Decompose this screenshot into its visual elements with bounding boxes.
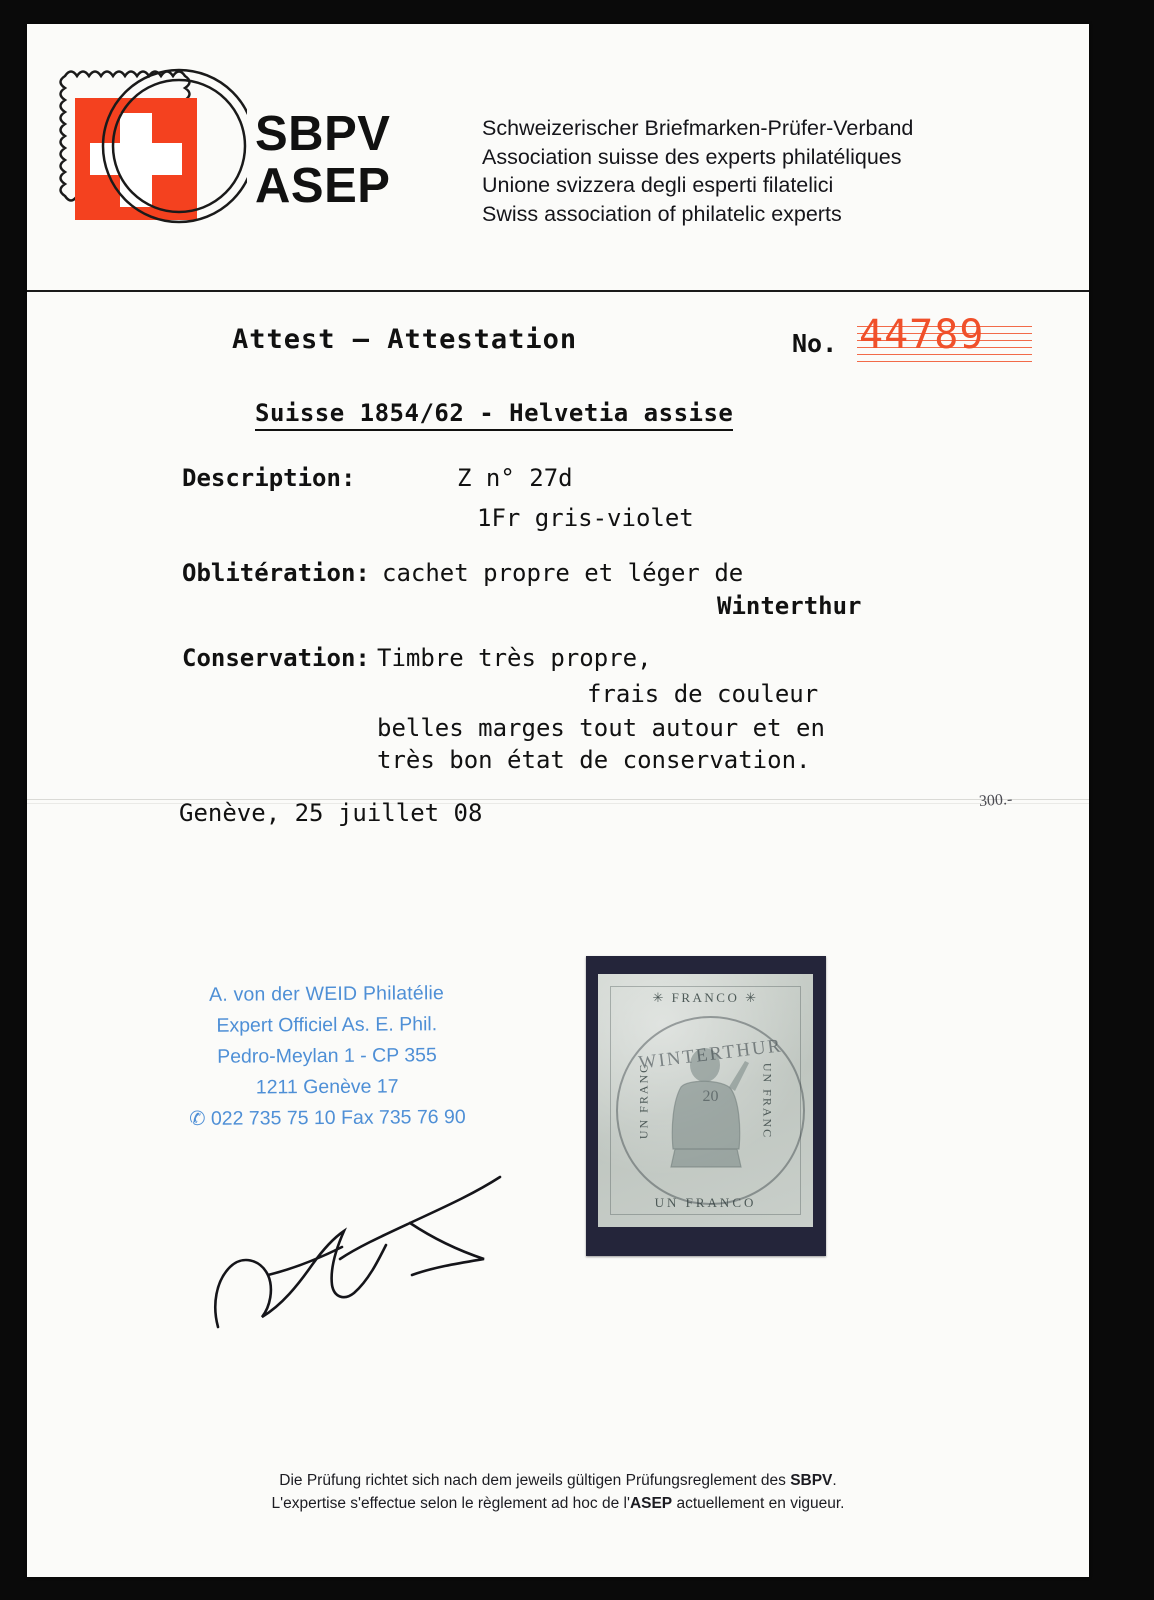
cancellation-value-1: cachet propre et léger de — [382, 559, 744, 587]
certificate-number-label: No. — [792, 329, 838, 358]
expert-stamp-line-2: Expert Officiel As. E. Phil. — [216, 1013, 438, 1037]
expert-stamp — [166, 978, 487, 1135]
stamp-right-inscription: UN FRANC — [760, 1062, 775, 1139]
postage-stamp — [598, 974, 813, 1227]
condition-value-4: très bon état de conservation. — [377, 746, 811, 774]
expert-stamp-line-1: A. von der WEID Philatélie — [209, 982, 445, 1006]
org-name-it: Unione svizzera degli esperti filatelici — [482, 173, 834, 197]
cancellation-value-2: Winterthur — [717, 592, 862, 620]
document-footer — [27, 1469, 1089, 1515]
sbpv-logo — [47, 36, 247, 276]
stamp-left-inscription: UN FRANC — [636, 1062, 651, 1139]
certificate-subject: Suisse 1854/62 - Helvetia assise — [255, 399, 733, 431]
postmark-date: 20 — [702, 1088, 719, 1105]
condition-value-2: frais de couleur — [587, 680, 819, 708]
stamp-mount — [586, 956, 826, 1256]
postmark-cancellation — [616, 1016, 805, 1205]
postmark-city: WINTERTHUR — [637, 1035, 784, 1074]
description-value-2: 1Fr gris-violet — [477, 504, 694, 532]
place-and-date: Genève, 25 juillet 08 — [179, 799, 483, 827]
expert-stamp-line-4: 1211 Genève 17 — [255, 1075, 399, 1099]
certificate-document — [27, 24, 1089, 1577]
expert-stamp-line-3: Pedro-Meylan 1 - CP 355 — [217, 1044, 437, 1068]
org-name-en: Swiss association of philatelic experts — [482, 201, 842, 226]
document-header — [27, 24, 1089, 292]
pencil-annotation: 300.- — [978, 790, 1013, 811]
brand-wordmark — [255, 108, 390, 212]
condition-value-1: Timbre très propre, — [377, 644, 652, 672]
footer-line-de: Die Prüfung richtet sich nach dem jeweils gültigen Prüfungsreglement des SBPV. — [279, 1472, 837, 1489]
condition-label: Conservation: — [182, 644, 370, 672]
stamp-bottom-inscription: UN FRANCO — [654, 1195, 757, 1210]
stamp-top-inscription: ✳ FRANCO ✳ — [652, 990, 759, 1005]
expert-stamp-line-5: ✆ 022 735 75 10 Fax 735 76 90 — [189, 1106, 466, 1130]
organisation-names — [482, 114, 913, 228]
org-name-de: Schweizerischer Briefmarken-Prüfer-Verband — [482, 116, 914, 140]
brand-line-1: SBPV — [255, 107, 391, 161]
brand-line-2: ASEP — [255, 159, 391, 213]
org-name-fr: Association suisse des experts philatéliques — [482, 144, 902, 169]
page-title: Attest – Attestation — [232, 324, 578, 355]
condition-value-3: belles marges tout autour et en — [377, 714, 825, 742]
description-label: Description: — [182, 464, 356, 492]
footer-line-fr: L'expertise s'effectue selon le règlement ad hoc de l'ASEP actuellement en vigueur. — [271, 1495, 845, 1512]
cancellation-label: Oblitération: — [182, 559, 370, 587]
description-value-1: Z n° 27d — [457, 464, 573, 492]
certificate-number-value: 44789 — [859, 312, 985, 358]
